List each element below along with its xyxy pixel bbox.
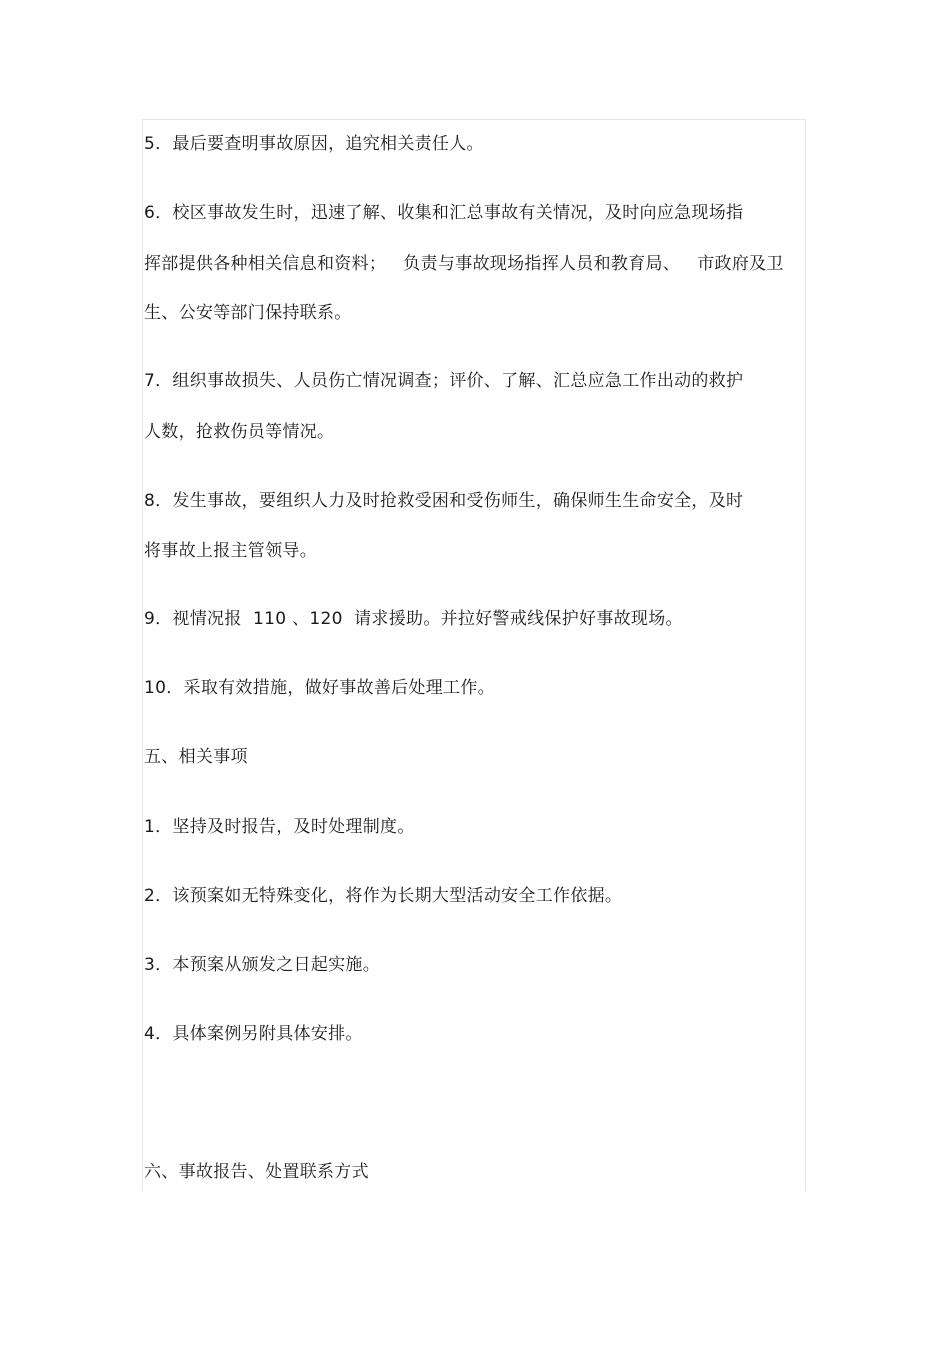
item-6-line-1: 6．校区事故发生时，迅速了解、收集和汇总事故有关情况，及时向应急现场指 [144,203,744,223]
section-5-heading: 五、相关事项 [144,747,248,767]
section-5-item-4: 4．具体案例另附具体安排。 [144,1024,363,1044]
item-8-line-1: 8．发生事故，要组织人力及时抢救受困和受伤师生，确保师生生命安全，及时 [144,491,744,511]
item-6-line-3: 生、公安等部门保持联系。 [144,303,352,323]
item-7-line-1: 7．组织事故损失、人员伤亡情况调查；评价、了解、汇总应急工作出动的救护 [144,371,744,391]
item-9-line: 9．视情况报 110 、120 请求援助。并拉好警戒线保护好事故现场。 [144,609,683,629]
item-5-line: 5．最后要查明事故原因，追究相关责任人。 [144,134,484,154]
section-5-item-2: 2．该预案如无特殊变化，将作为长期大型活动安全工作依据。 [144,886,623,906]
item-6-line-2: 挥部提供各种相关信息和资料； 负责与事故现场指挥人员和教育局、 市政府及卫 [144,254,784,274]
section-5-item-3: 3．本预案从颁发之日起实施。 [144,955,381,975]
item-8-line-2: 将事故上报主管领导。 [144,541,317,561]
item-10-line: 10．采取有效措施，做好事故善后处理工作。 [144,678,495,698]
section-6-heading: 六、事故报告、处置联系方式 [144,1162,369,1182]
item-7-line-2: 人数，抢救伤员等情况。 [144,422,335,442]
section-5-item-1: 1．坚持及时报告，及时处理制度。 [144,817,415,837]
